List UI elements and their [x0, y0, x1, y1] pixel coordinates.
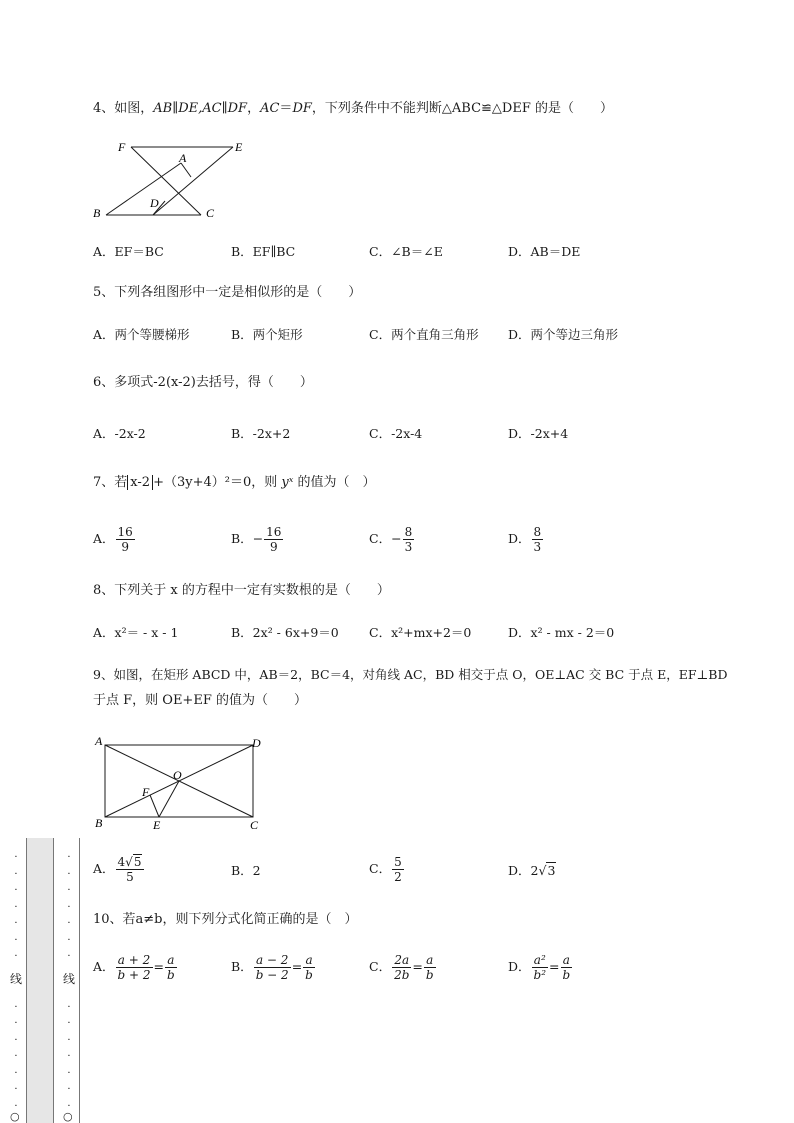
- label-a: A: [95, 734, 103, 748]
- q7-stem: 7、若 x-2 +（3y+4）²＝0，则 yˣ 的值为（ ）: [93, 475, 376, 490]
- q4-option-d[interactable]: D．AB＝DE: [508, 244, 581, 259]
- q10-option-a[interactable]: A． $\frac{a + 2}{b + 2}$ = $\frac{a}{b}$: [93, 953, 175, 982]
- q4-option-b[interactable]: B．EF∥BC: [231, 244, 296, 259]
- q9-figure: [90, 733, 270, 835]
- q6-option-b[interactable]: B．-2x+2: [231, 426, 291, 441]
- q4-option-a[interactable]: A．EF＝BC: [93, 244, 164, 259]
- q4-figure: [88, 135, 258, 225]
- label-c: C: [206, 206, 215, 220]
- q10-option-d[interactable]: D． $\frac{\text{a²}}{\text{b²}}$ = $\frac{a}{b}$: [508, 953, 571, 982]
- q5-option-a[interactable]: A．两个等腰梯形: [93, 327, 190, 342]
- binding-dots-right: · · · · · · · · · · · · · ·: [67, 852, 71, 1112]
- label-e: E: [235, 140, 243, 154]
- q6-option-c[interactable]: C．-2x-4: [369, 426, 423, 441]
- label-a: A: [179, 151, 187, 165]
- label-b: B: [95, 816, 103, 830]
- q4-stem: 4、如图，AB∥DE,AC∥DF，AC＝DF，下列条件中不能判断△ABC≌△DEF 的是（ ）: [93, 101, 613, 116]
- label-d: D: [150, 196, 159, 210]
- label-e: E: [153, 818, 161, 832]
- q10-stem: 10、若a≠b，则下列分式化简正确的是（ ）: [93, 912, 358, 927]
- q8-option-d[interactable]: D．x² - mx - 2＝0: [508, 625, 615, 640]
- binding-label-left: 线: [10, 972, 23, 986]
- q9-option-a[interactable]: A． $\frac{4√5}{5}$: [93, 855, 145, 884]
- q9-option-c[interactable]: C． $\frac{5}{2}$: [369, 855, 402, 884]
- binding-label-right: 线: [63, 972, 76, 986]
- q9-option-d[interactable]: D．2√3: [508, 863, 556, 878]
- q9-stem-line2: 于点 F，则 OE+EF 的值为（ ）: [93, 693, 307, 708]
- q5-option-d[interactable]: D．两个等边三角形: [508, 327, 619, 342]
- q10-option-b[interactable]: B． $\frac{a - 2}{b - 2}$ = $\frac{a}{b}$: [231, 953, 313, 982]
- segment-ba: [106, 163, 181, 215]
- q6-stem: 6、多项式-2(x-2)去括号，得（ ）: [93, 375, 313, 390]
- q8-option-b[interactable]: B．2x² - 6x+9＝0: [231, 625, 339, 640]
- q8-stem: 8、下列关于 x 的方程中一定有实数根的是（ ）: [93, 583, 390, 598]
- q7-option-d[interactable]: D． $\frac{8}{3}$: [508, 525, 542, 554]
- q8-option-a[interactable]: A．x²＝ - x - 1: [93, 625, 179, 640]
- q5-option-b[interactable]: B．两个矩形: [231, 327, 303, 342]
- q7-option-a[interactable]: A． $\frac{16}{9}$: [93, 525, 133, 554]
- binding-circle-right: ○: [63, 1110, 73, 1123]
- label-d: D: [252, 736, 261, 750]
- q10-option-c[interactable]: C． $\frac{2a}{2b}$ = $\frac{a}{b}$: [369, 953, 434, 982]
- q6-option-a[interactable]: A．-2x-2: [93, 426, 146, 441]
- label-b: B: [93, 206, 101, 220]
- q9-stem-line1: 9、如图，在矩形 ABCD 中，AB＝2，BC＝4，对角线 AC，BD 相交于点 O，OE⊥AC 交 BC 于点 E，EF⊥BD: [93, 667, 728, 682]
- q6-option-d[interactable]: D．-2x+4: [508, 426, 569, 441]
- q9-option-b[interactable]: B．2: [231, 863, 261, 878]
- segment-fc: [131, 147, 201, 215]
- q7-option-c[interactable]: C．− $\frac{8}{3}$: [369, 525, 413, 554]
- binding-strip: [26, 838, 54, 1123]
- label-c: C: [250, 818, 259, 832]
- label-f: F: [142, 785, 150, 799]
- label-f: F: [118, 140, 126, 154]
- label-o: O: [173, 768, 182, 782]
- binding-dots-left: · · · · · · · · · · · · · ·: [14, 852, 18, 1112]
- segment-ef: [150, 795, 159, 817]
- q8-option-c[interactable]: C．x²+mx+2＝0: [369, 625, 472, 640]
- q4-option-c[interactable]: C．∠B＝∠E: [369, 244, 443, 259]
- q5-stem: 5、下列各组图形中一定是相似形的是（ ）: [93, 285, 362, 300]
- q5-option-c[interactable]: C．两个直角三角形: [369, 327, 479, 342]
- q7-option-b[interactable]: B．− $\frac{16}{9}$: [231, 525, 282, 554]
- binding-circle-left: ○: [10, 1110, 20, 1123]
- segment-eb: [153, 147, 233, 215]
- segment-ac-part: [181, 163, 191, 177]
- binding-rule: [79, 838, 80, 1123]
